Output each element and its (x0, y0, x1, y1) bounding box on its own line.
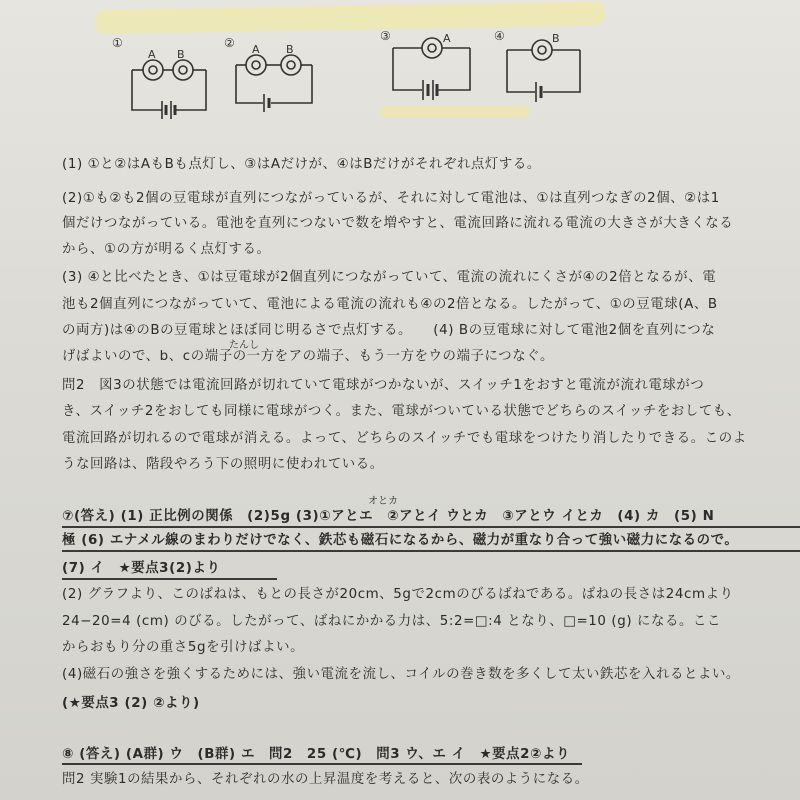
text-line: うな回路は、階段やろう下の照明に使われている。 (62, 457, 384, 472)
answer-line: (7) イ ★要点3(2)より (62, 561, 221, 576)
text-line: 個だけつながっている。電池を直列につないで数を増やすと、電流回路に流れる電流の大きさが大きくなる (62, 216, 734, 231)
answer-line: ⑧ (答え) (A群) ウ (B群) エ 問2 25 (℃) 問3 ウ、エ イ ★要点2②より (62, 747, 570, 762)
text-line: の両方)は④のBの豆電球とほぼ同じ明るさで点灯する。 (4) Bの豆電球に対して電池2個を直列につな (62, 323, 716, 338)
text-line: 池も2個直列につながっていて、電池による電流の流れも④の2倍となる。したがって、①の豆電球(A、B (62, 297, 718, 312)
text-line: 24−20=4 (cm) のびる。したがって、ばねにかかる力は、5:2=□:4 となり、□=10 (g) になる。ここ (62, 614, 721, 629)
text-line: げばよいので、b、cの端子の一方をアの端子、もう一方をウの端子につなぐ。 (62, 349, 554, 364)
bulb-b (173, 60, 193, 80)
bulb-a (422, 38, 442, 58)
bulb-b (532, 40, 552, 60)
bulb-b (281, 55, 301, 75)
ruby-annotation: オとカ (368, 496, 398, 507)
bulb-a (246, 55, 266, 75)
bulb-label-a: A (443, 32, 451, 45)
text-line: から、①の方が明るく点灯する。 (62, 242, 271, 257)
circuit-1 (112, 36, 206, 119)
text-line: 電流回路が切れるので電球が消える。よって、どちらのスイッチでも電球をつけたり消したりできる。このよ (62, 431, 747, 446)
text-line: (★要点3 (2) ②より) (62, 696, 200, 711)
underline (62, 578, 277, 580)
text-line: からおもり分の重さ5gを引けばよい。 (62, 640, 305, 655)
text-line: (4)磁石の強さを強くするためには、強い電流を流し、コイルの巻き数を多くして太い鉄芯を入れるとよい。 (62, 667, 740, 682)
answer-line: 極 (6) エナメル線のまわりだけでなく、鉄芯も磁石になるから、磁力が重なり合って強い磁力になるので。 (62, 533, 739, 548)
battery (264, 94, 269, 112)
circuit-number: ② (224, 36, 235, 50)
text-line: (2) グラフより、このばねは、もとの長さが20cm、5gで2cmのびるばねである。ばねの長さは24cmより (62, 587, 734, 602)
circuit-diagrams (0, 0, 800, 140)
circuit-4 (494, 29, 580, 102)
circuit-2 (224, 36, 312, 112)
answer-line: ⑦(答え) (1) 正比例の関係 (2)5g (3)①アとエ ②アとイ ウとカ ③アとウ イとカ (4) カ (5) N (62, 509, 715, 524)
bulb-label-a: A (148, 48, 156, 61)
bulb-label-a: A (252, 43, 260, 56)
underline (62, 763, 582, 765)
bulb-a (143, 60, 163, 80)
bulb-label-b: B (177, 48, 185, 61)
battery (162, 101, 175, 119)
circuit-number: ④ (494, 29, 505, 43)
underline (62, 550, 800, 552)
text-line: 問2 実験1の結果から、それぞれの水の上昇温度を考えると、次の表のようになる。 (62, 772, 589, 787)
bulb-label-b: B (286, 43, 294, 56)
circuit-number: ① (112, 36, 123, 50)
text-line: 問2 図3の状態では電流回路が切れていて電球がつかないが、スイッチ1をおすと電流が流れ電球がつ (62, 378, 705, 393)
text-line: (2)①も②も2個の豆電球が直列につながっているが、それに対して電池は、①は直列つなぎの2個、②は1 (62, 191, 720, 206)
underline (62, 526, 800, 528)
text-line: (3) ④と比べたとき、①は豆電球が2個直列につながっていて、電流の流れにくさが④の2倍となるが、電 (62, 270, 717, 285)
circuit-3 (380, 29, 470, 100)
battery (423, 80, 437, 100)
ruby-annotation: たんし (229, 340, 259, 351)
circuit-number: ③ (380, 29, 391, 43)
battery (536, 82, 541, 102)
text-line: (1) ①と②はAもBも点灯し、③はAだけが、④はBだけがそれぞれ点灯する。 (62, 157, 541, 172)
bulb-label-b: B (552, 32, 560, 45)
text-line: き、スイッチ2をおしても同様に電球がつく。また、電球がついている状態でどちらのスイッチをおしても、 (62, 404, 741, 419)
